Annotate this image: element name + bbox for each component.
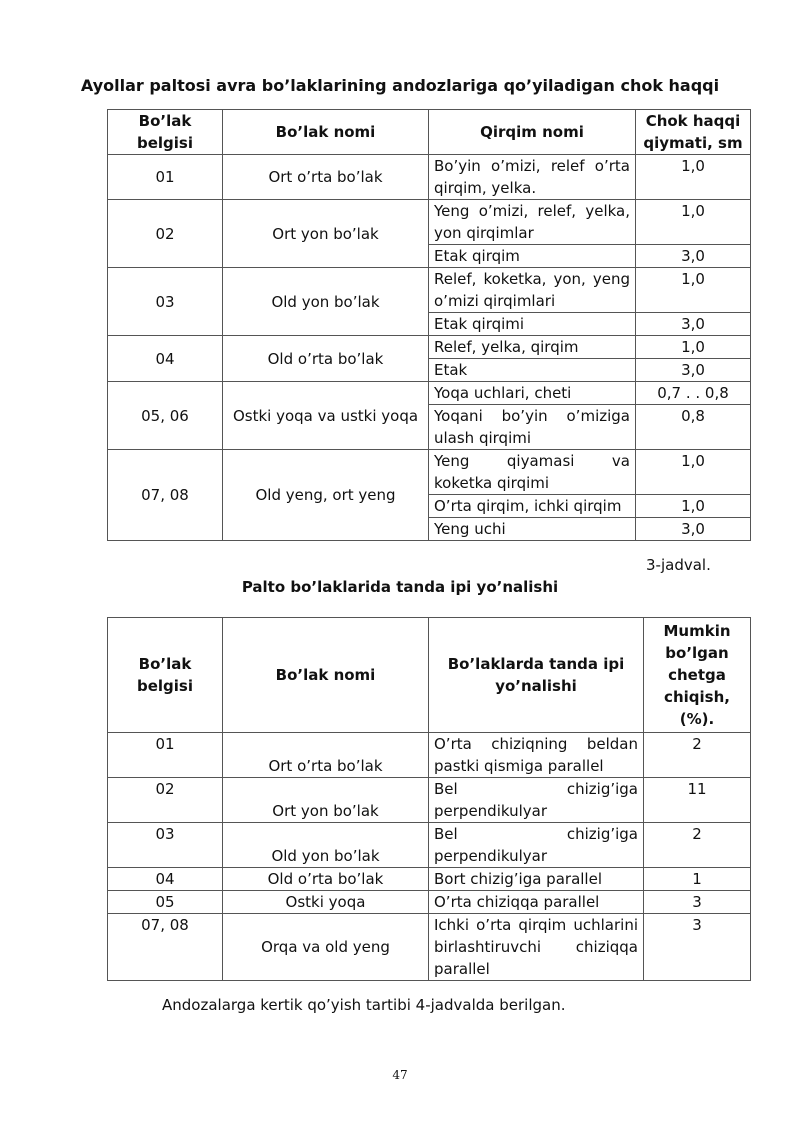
col-header-code: Bo’lak belgisi [108,618,223,733]
table-row [108,868,751,891]
allowance-value: 1,0 [636,200,751,245]
table2-label: 3-jadval. [646,556,711,574]
cut-name: Etak qirqim [429,245,636,268]
direction: Ichki o’rta qirqim uchlarini birlashtiruvchi chiziqqa parallel [429,914,644,981]
table-row [108,336,751,359]
allowance-value: 3,0 [636,359,751,382]
direction: Bel chizig’iga perpendikulyar [429,778,644,823]
piece-code: 03 [108,823,223,868]
allowance-value: 3,0 [636,518,751,541]
deviation-value: 11 [644,778,751,823]
direction: Bort chizig’iga parallel [429,868,644,891]
direction: O’rta chiziqning beldan pastki qismiga parallel [429,733,644,778]
deviation-value: 3 [644,914,751,981]
cut-name: Yoqa uchlari, cheti [429,382,636,405]
col-header-name: Bo’lak nomi [223,618,429,733]
piece-name: Old o’rta bo’lak [223,868,429,891]
piece-code: 04 [108,336,223,382]
cut-name: Yeng qiyamasi va koketka qirqimi [429,450,636,495]
cut-name: Yoqani bo’yin o’miziga ulash qirqimi [429,405,636,450]
piece-name: Ort o’rta bo’lak [223,155,429,200]
allowance-value: 0,8 [636,405,751,450]
table-row [108,382,751,405]
col-header-allowance: Chok haqqi qiymati, sm [636,110,751,155]
note-text: Andozalarga kertik qo’yish tartibi 4-jadvalda berilgan. [162,996,566,1014]
col-header-direction: Bo’laklarda tanda ipi yo’nalishi [429,618,644,733]
direction: Bel chizig’iga perpendikulyar [429,823,644,868]
table-header-row [108,618,751,733]
table-row [108,733,751,778]
allowance-value: 1,0 [636,495,751,518]
piece-code: 05 [108,891,223,914]
piece-name: Old yeng, ort yeng [223,450,429,541]
table-row [108,268,751,313]
cut-name: Bo’yin o’mizi, relef o’rta qirqim, yelka. [429,155,636,200]
table-row [108,200,751,245]
allowance-value: 3,0 [636,313,751,336]
piece-name: Ostki yoqa va ustki yoqa [223,382,429,450]
col-header-cut: Qirqim nomi [429,110,636,155]
col-header-deviation: Mumkin bo’lgan chetga chiqish, (%). [644,618,751,733]
deviation-value: 2 [644,733,751,778]
piece-name: Orqa va old yeng [223,914,429,981]
piece-code: 07, 08 [108,914,223,981]
col-header-name: Bo’lak nomi [223,110,429,155]
allowance-value: 3,0 [636,245,751,268]
cut-name: Yeng uchi [429,518,636,541]
table-row [108,450,751,495]
piece-name: Ort o’rta bo’lak [223,733,429,778]
deviation-value: 2 [644,823,751,868]
table1-title: Ayollar paltosi avra bo’laklarining andozlariga qo’yiladigan chok haqqi [80,76,720,95]
warp-direction-table [107,617,751,981]
seam-allowance-table [107,109,751,541]
table-row [108,823,751,868]
piece-code: 02 [108,200,223,268]
piece-code: 03 [108,268,223,336]
piece-code: 01 [108,733,223,778]
col-header-code: Bo’lak belgisi [108,110,223,155]
piece-code: 07, 08 [108,450,223,541]
deviation-value: 1 [644,868,751,891]
page-number: 47 [392,1068,408,1082]
piece-code: 01 [108,155,223,200]
allowance-value: 1,0 [636,450,751,495]
cut-name: O’rta qirqim, ichki qirqim [429,495,636,518]
table2-title: Palto bo’laklarida tanda ipi yo’nalishi [241,578,559,596]
cut-name: Yeng o’mizi, relef, yelka, yon qirqimlar [429,200,636,245]
piece-name: Ort yon bo’lak [223,778,429,823]
cut-name: Etak [429,359,636,382]
allowance-value: 1,0 [636,155,751,200]
allowance-value: 1,0 [636,336,751,359]
piece-name: Old yon bo’lak [223,268,429,336]
table-row [108,891,751,914]
piece-code: 05, 06 [108,382,223,450]
piece-code: 02 [108,778,223,823]
allowance-value: 1,0 [636,268,751,313]
piece-code: 04 [108,868,223,891]
table-row [108,914,751,981]
allowance-value: 0,7 . . 0,8 [636,382,751,405]
table-header-row [108,110,751,155]
direction: O’rta chiziqqa parallel [429,891,644,914]
piece-name: Old yon bo’lak [223,823,429,868]
cut-name: Relef, koketka, yon, yeng o’mizi qirqimlari [429,268,636,313]
piece-name: Ort yon bo’lak [223,200,429,268]
piece-name: Old o’rta bo’lak [223,336,429,382]
cut-name: Etak qirqimi [429,313,636,336]
table-row [108,155,751,200]
piece-name: Ostki yoqa [223,891,429,914]
deviation-value: 3 [644,891,751,914]
table-row [108,778,751,823]
cut-name: Relef, yelka, qirqim [429,336,636,359]
